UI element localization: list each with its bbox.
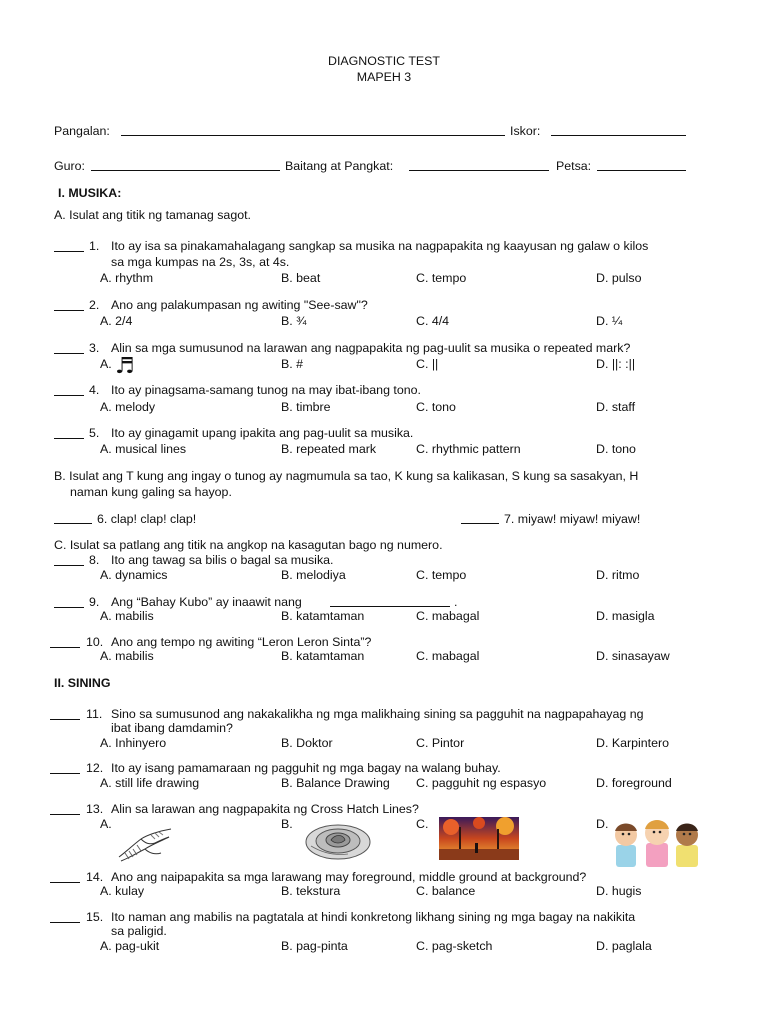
q5-choice-b: B. repeated mark xyxy=(281,442,377,456)
q5-number: 5. xyxy=(89,426,100,440)
q5-choice-d: D. tono xyxy=(596,442,636,456)
q14-choice-d: D. hugis xyxy=(596,884,642,898)
q4-number: 4. xyxy=(89,383,100,397)
answer-blank-9[interactable] xyxy=(54,596,84,608)
q3-number: 3. xyxy=(89,341,100,355)
q8-choice-a: A. dynamics xyxy=(100,568,168,582)
q15-text-cont: sa paligid. xyxy=(111,924,167,938)
answer-blank-6[interactable] xyxy=(54,512,92,524)
answer-blank-14[interactable] xyxy=(50,871,80,883)
answer-blank-7[interactable] xyxy=(461,512,499,524)
q9-choice-c: C. mabagal xyxy=(416,609,480,623)
q15-text: Ito naman ang mabilis na pagtatala at hindi konkretong likhang sining ng mga bagay na nakikita xyxy=(111,910,636,924)
q12-choice-b: B. Balance Drawing xyxy=(281,776,390,790)
iskor-label: Iskor: xyxy=(510,124,541,138)
q13-choice-c: C. xyxy=(416,817,429,831)
answer-blank-3[interactable] xyxy=(54,342,84,354)
autumn-painting-image xyxy=(439,817,519,860)
section-c-instruction: C. Isulat sa patlang ang titik na angkop na kasagutan bago ng numero. xyxy=(54,538,443,552)
answer-blank-13[interactable] xyxy=(50,803,80,815)
q4-choice-d: D. staff xyxy=(596,400,636,414)
q3-choice-d: D. ||: :|| xyxy=(596,357,636,371)
q11-choice-c: C. Pintor xyxy=(416,736,465,750)
q2-text: Ano ang palakumpasan ng awiting "See-saw"? xyxy=(111,298,368,312)
q10-choice-a: A. mabilis xyxy=(100,649,154,663)
q12-choice-a: A. still life drawing xyxy=(100,776,200,790)
q9-choice-b: B. katamtaman xyxy=(281,609,365,623)
q8-text: Ito ang tawag sa bilis o bagal sa musika. xyxy=(111,553,334,567)
q1-choice-a: A. rhythm xyxy=(100,271,154,285)
q12-number: 12. xyxy=(86,761,104,775)
pangalan-label: Pangalan: xyxy=(54,124,110,138)
q3-text: Alin sa mga sumusunod na larawan ang nagpapakita ng pag-uulit sa musika o repeated mark? xyxy=(111,341,631,355)
section-b-instruction-cont: naman kung galing sa hayop. xyxy=(70,485,232,499)
q9-period: . xyxy=(454,595,458,609)
q2-choice-a: A. 2/4 xyxy=(100,314,133,328)
guro-label: Guro: xyxy=(54,159,85,173)
q11-text: Sino sa sumusunod ang nakakalikha ng mga malikhaing sining sa pagguhit na nagpapahayag ng xyxy=(111,707,644,721)
guro-field[interactable] xyxy=(91,159,280,171)
section-b-instruction: B. Isulat ang T kung ang ingay o tunog ay nagmumula sa tao, K kung sa kalikasan, S kung sa sasakyan, H xyxy=(54,469,639,483)
q1-text-cont: sa mga kumpas na 2s, 3s, at 4s. xyxy=(111,255,290,269)
q1-choice-c: C. tempo xyxy=(416,271,467,285)
section-musika-heading: I. MUSIKA: xyxy=(58,186,122,200)
q13-choice-b: B. xyxy=(281,817,293,831)
rose-drawing-image xyxy=(303,822,373,862)
q12-text: Ito ay isang pamamaraan ng pagguhit ng mga bagay na walang buhay. xyxy=(111,761,501,775)
page-title: DIAGNOSTIC TEST xyxy=(328,54,440,68)
q9-number: 9. xyxy=(89,595,100,609)
q10-choice-b: B. katamtaman xyxy=(281,649,365,663)
q8-choice-b: B. melodiya xyxy=(281,568,346,582)
q2-choice-b: B. ¾ xyxy=(281,314,307,328)
answer-blank-15[interactable] xyxy=(50,911,80,923)
q4-choice-b: B. timbre xyxy=(281,400,331,414)
beamed-notes-icon: ♬ xyxy=(115,354,135,379)
answer-blank-11[interactable] xyxy=(50,708,80,720)
q5-text: Ito ay ginagamit upang ipakita ang pag-uulit sa musika. xyxy=(111,426,414,440)
q9-inline-blank[interactable] xyxy=(330,595,450,607)
q3-choice-a: A. xyxy=(100,357,112,371)
q11-text-cont: ibat ibang damdamin? xyxy=(111,721,233,735)
page-subtitle: MAPEH 3 xyxy=(356,70,412,84)
q8-choice-d: D. ritmo xyxy=(596,568,640,582)
q8-choice-c: C. tempo xyxy=(416,568,467,582)
q9-choice-d: D. masigla xyxy=(596,609,655,623)
q3-choice-c: C. || xyxy=(416,357,439,371)
q11-choice-b: B. Doktor xyxy=(281,736,333,750)
iskor-field[interactable] xyxy=(551,124,686,136)
q1-text: Ito ay isa sa pinakamahalagang sangkap sa musika na nagpapakita ng kaayusan ng galaw o kilos xyxy=(111,239,649,253)
q15-choice-a: A. pag-ukit xyxy=(100,939,160,953)
answer-blank-8[interactable] xyxy=(54,554,84,566)
q10-text: Ano ang tempo ng awiting “Leron Leron Sinta”? xyxy=(111,635,372,649)
q15-choice-c: C. pag-sketch xyxy=(416,939,493,953)
q14-choice-c: C. balance xyxy=(416,884,476,898)
q13-choice-d: D. xyxy=(596,817,609,831)
q13-text: Alin sa larawan ang nagpapakita ng Cross Hatch Lines? xyxy=(111,802,419,816)
hand-sketch-image xyxy=(115,823,175,865)
section-a-instruction: A. Isulat ang titik ng tamanag sagot. xyxy=(54,208,251,222)
q4-text: Ito ay pinagsama-samang tunog na may ibat-ibang tono. xyxy=(111,383,421,397)
q11-choice-d: D. Karpintero xyxy=(596,736,670,750)
q12-choice-c: C. pagguhit ng espasyo xyxy=(416,776,547,790)
answer-blank-2[interactable] xyxy=(54,299,84,311)
q14-text: Ano ang naipapakita sa mga larawang may foreground, middle ground at background? xyxy=(111,870,587,884)
baitang-field[interactable] xyxy=(409,159,549,171)
q2-choice-d: D. ¼ xyxy=(596,314,623,328)
q2-choice-c: C. 4/4 xyxy=(416,314,450,328)
q5-choice-a: A. musical lines xyxy=(100,442,187,456)
q1-choice-d: D. pulso xyxy=(596,271,642,285)
q10-choice-c: C. mabagal xyxy=(416,649,480,663)
q5-choice-c: C. rhythmic pattern xyxy=(416,442,521,456)
q11-number: 11. xyxy=(86,707,103,721)
children-cartoon-image xyxy=(612,815,704,873)
petsa-field[interactable] xyxy=(597,159,686,171)
q9-text: Ang “Bahay Kubo” ay inaawit nang xyxy=(111,595,302,609)
answer-blank-12[interactable] xyxy=(50,762,80,774)
q10-choice-d: D. sinasayaw xyxy=(596,649,670,663)
answer-blank-10[interactable] xyxy=(50,636,80,648)
q7-text: 7. miyaw! miyaw! miyaw! xyxy=(504,512,641,526)
q12-choice-d: D. foreground xyxy=(596,776,672,790)
section-sining-heading: II. SINING xyxy=(54,676,111,690)
q3-choice-b: B. # xyxy=(281,357,304,371)
q14-number: 14. xyxy=(86,870,104,884)
q13-number: 13. xyxy=(86,802,104,816)
baitang-label: Baitang at Pangkat: xyxy=(285,159,394,173)
petsa-label: Petsa: xyxy=(556,159,592,173)
answer-blank-1[interactable] xyxy=(54,240,84,252)
q10-number: 10. xyxy=(86,635,104,649)
q4-choice-c: C. tono xyxy=(416,400,456,414)
q15-choice-d: D. paglala xyxy=(596,939,652,953)
q2-number: 2. xyxy=(89,298,100,312)
q13-choice-a: A. xyxy=(100,817,112,831)
q14-choice-b: B. tekstura xyxy=(281,884,341,898)
q1-choice-b: B. beat xyxy=(281,271,321,285)
q15-choice-b: B. pag-pinta xyxy=(281,939,348,953)
answer-blank-5[interactable] xyxy=(54,427,84,439)
answer-blank-4[interactable] xyxy=(54,384,84,396)
q6-text: 6. clap! clap! clap! xyxy=(97,512,197,526)
q4-choice-a: A. melody xyxy=(100,400,156,414)
pangalan-field[interactable] xyxy=(121,124,505,136)
q14-choice-a: A. kulay xyxy=(100,884,145,898)
q9-choice-a: A. mabilis xyxy=(100,609,154,623)
q8-number: 8. xyxy=(89,553,100,567)
q11-choice-a: A. Inhinyero xyxy=(100,736,167,750)
q15-number: 15. xyxy=(86,910,104,924)
q1-number: 1. xyxy=(89,239,100,253)
